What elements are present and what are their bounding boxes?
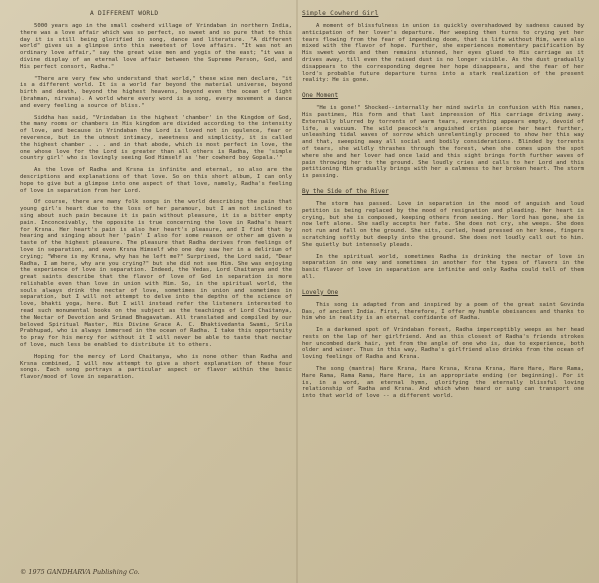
section-heading: By the Side of the River [302,187,389,195]
song-title-simple-cowherd-girl: Simple Cowherd Girl [302,10,379,17]
paragraph: The song (mantra) Hare Krsna, Hare Krsna, Krsna Krsna, Hare Hare, Hare Rama, Hare Rama, Rama Rama, Hare Hare, is an appropriate ending (or beginning). For it is, in a word, an eternal hymn, glorifying the eternally blissful loving relationship of Radha and Krsna. And which when heard or sung can transport one into that world of love -- a different world. [302,366,584,400]
right-column [302,10,584,576]
paragraph: In the spiritual world, sometimes Radha is drinking the nectar of love in separation in one way and sometimes in another for the types of flavors in the basic flavor of love in separation are infinite and only Radha could tell of them all. [302,253,584,280]
paragraph: Hoping for the mercy of Lord Chaitanya, who is none other than Radha and Krsna combined, I will now attempt to give a short explanation of these four songs. Each song portrays a particular aspect or flavor within the basic flavor/mood of love in separation. [20,353,292,381]
left-paragraphs [20,23,292,381]
song-description [302,23,584,84]
paragraph: "There are very few who understand that world," these wise men declare, "it is a different world. It is a world far beyond the material universe, beyond birth and death, beyond the highest heavens, beyond even the ocean of light (brahman, nirvana). A world where every word is a song, every movement a dance and every feeling a source of bliss." [20,75,292,109]
left-column [20,10,292,576]
copyright-note: © 1975 GANDHARVA Publishing Co. [20,568,140,576]
paragraph: The storm has passed. Love in separation in the mood of anguish and loud petition is being replaced by the mood of resignation and pleading. Her heart is crying, but she is composed, keeping others from seeing. Her lord has gone, she is now left alone. She sadly accepts her fate. She does not cry, she weeps. She does not run and fall on the ground. She sits, curled, head pressed on her knee, fingers scratching softly but deeply into the ground. She does not loudly call out to him. She quietly but intensely pleads. [302,200,584,248]
song-sections [302,92,584,400]
paragraph: Siddha has said, "Vrindaban is the highest 'chamber' in the Kingdom of God, the many rooms or chambers in His kingdom are divided according to the intensity of love, and because in Vrindaban the Lord is loved not in opulence, fear or reverence, but in the utmost intimacy, sweetness and simplicity, it is called the highest chamber . . . and in that abode, which is most perfect in love, the one whose love for the Lord is greater than all others is Radha, the 'simple country girl' who is lovingly seeing God Himself as 'her cowherd boy Gopala.'" [20,114,292,162]
paragraph: A moment of blissfulness in union is quickly overshadowed by sadness caused by anticipation of her lover's departure. Her weeping then turns to crying yet her tears flowing from the fear of impending doom, that is life without Him, were also mixed with the flavor of hope. Further, she experiences momentary pacification by His sweet words and then remains stunned, her eyes glued to His carriage as it drives away, till even the raised dust is no longer visible. As the dust gradually disappears to the corresponding degree her hope disappears, and the fear of her lord's probable future departure turns into a stark realization of the present reality: He is gone. [302,23,584,84]
section-heading: One Moment [302,92,339,100]
paragraph: In a darkened spot of Vrindaban forest, Radha imperceptibly weeps as her head rests on the lap of her girlfriend. And as this closest of Radha's friends strokes her uncombed dark hair, yet from the angle of one who is, due to experience, both older and wiser. Thus in this way, Radha's girlfriend also drinks from the ocean of loving feelings of Radha and Krsna. [302,327,584,361]
paragraph: As the love of Radha and Krsna is infinite and eternal, so also are the descriptions and explanations of that love. So on this short album, I can only hope to give but a glimpse into one aspect of that love, namely, Radha's feeling of love in separation from her Lord. [20,167,292,194]
paragraph: "He is gone!" Shocked--internally her mind swirls in confusion with His names, His pastimes, His form and that last impression of His carriage driving away. Externally blurred by torrents of warm tears, everything appears empty, devoid of life, a vacuum. The wild peacock's anguished cries pierce her heart further, unleashing tidal waves of sorrow which unrelentingly proceed to show her this way and that, sweeping away all social and bodily considerations. Blinded by torrents of tears, she wildly thrashes through the forest, when she comes upon the spot where she and her lover had once laid and this sight brings forth further waves of pain throwing her to the ground. She loudly cries and calls to her Lord and this petitioning Him gradually brings with her a calmness to her broken heart. The storm is passing. [302,105,584,180]
section-heading: Lovely One [302,288,339,296]
article-title: A DIFFERENT WORLD [90,10,159,17]
paragraph: Of course, there are many folk songs in the world describing the pain that young girl's heart due to the loss of her paramour, but I am not inclined to sing about such pain because it is pain without pleasure, it is a bitter empty pain. Inconceivably, the opposite is true concerning the love in Radha's heart for Krsna. Her heart's pain is also her heart's pleasure, and I find that by hearing and singing about her 'pain' I also for some reason or other am given a taste of the highest pleasure. The pleasure that Radha derives from feelings of love in separation, and even Krsna Himself who one day saw her in a delirium of crying; "Where is my Krsna, why has he left me?" Surprised, the Lord said, "Dear Radha, I am here, why are you crying?" but she did not see Him. She was enjoying the experience of love in separation. Indeed, the Vedas, Lord Chaitanya and the great saints describe that the flavor of love of God in separation is more relishable even than love in union with Him. So, in the spiritual world, the souls always drink the nectar of love, sometimes in union and sometimes in separation, but I will not attempt to delve into the depths of the science of love, bhakti yoga, here. But I will instead refer the listeners interested to read such monumental books on the subject as the teachings of Lord Chaitanya, the Nectar of Devotion and Srimad Bhagavatam. All translated and compiled by our beloved Spiritual Master, His Divine Grace A. C. Bhaktivedanta Swami, Srila Prabhupad, who is always immersed in the ocean of Radha. I take this opportunity to pray for his mercy for without it I will never be able to taste that nectar of love, much less be enabled to distribute it to others. [20,199,292,349]
page-fold [296,0,298,583]
paragraph: 5000 years ago in the small cowherd village of Vrindaban in northern India, there was a love affair which was so perfect, so sweet and so pure that to this day it is still being glorified in song, dance and literature. "A different world" gives us a glimpse into this sweetest of love affairs. "It was not an ordinary love affair," say the great wise men and yogis of the east; "it was a divine display of an eternal love affair between the Supreme Person, God, and His perfect consort, Radha." [20,23,292,70]
paragraph: This song is adapted from and inspired by a poem of the great saint Govinda Das, of ancient India. First, therefore, I offer my humble obeisances and thanks to him who in reality is an eternal confidante of Radha. [302,301,584,322]
